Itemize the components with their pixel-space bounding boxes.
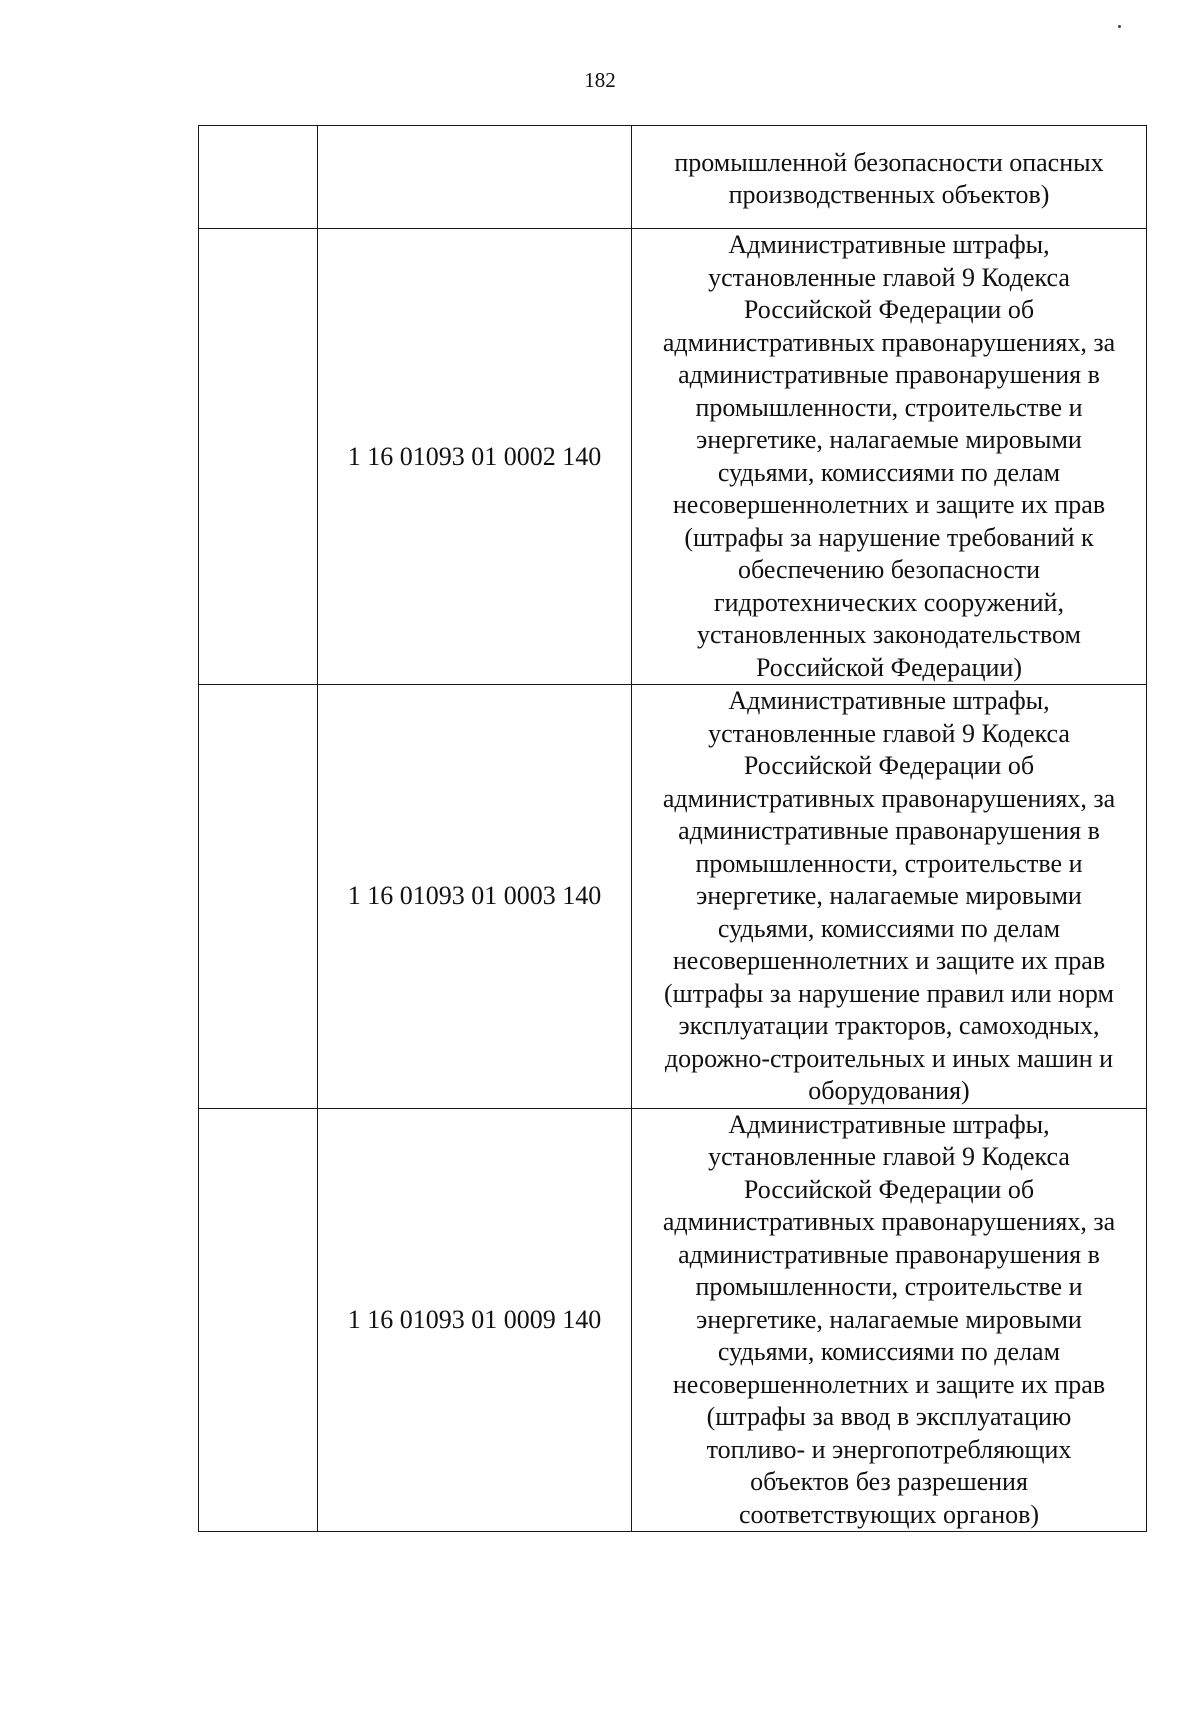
code-cell [318,126,632,229]
description-line: промышленности, строительстве и [695,1272,1083,1301]
description-line: Российской Федерации) [755,652,1023,682]
description-line: промышленной безопасности опасных [674,147,1104,177]
table-row [199,685,1147,1109]
description-line: несовершеннолетних и защите их прав [672,490,1106,519]
description-line: оборудования) [808,1076,970,1105]
code-cell: 1 16 01093 01 0002 140 [318,229,632,685]
code-cell: 1 16 01093 01 0009 140 [318,1108,632,1532]
description-line: (штрафы за ввод в эксплуатацию [706,1402,1072,1431]
description-cell [632,685,1147,1109]
description-line: административные правонарушения в [678,360,1100,389]
code-cell: 1 16 01093 01 0003 140 [318,685,632,1109]
description-line: дорожно-строительных и иных машин и [664,1043,1114,1073]
description-line: судьями, комиссиями по делам [717,1337,1061,1366]
description-line: (штрафы за нарушение требований к [684,522,1094,552]
description-line: Административные штрафы, [728,686,1050,715]
description-cell [632,229,1147,685]
description-line: установленные главой 9 Кодекса [708,1142,1070,1171]
table-row [199,126,1147,229]
description-line: эксплуатации тракторов, самоходных, [678,1011,1100,1040]
row-number-cell [199,685,318,1109]
description-line: Российской Федерации об [743,295,1035,324]
description-line: (штрафы за нарушение правил или норм [664,978,1114,1008]
row-number-cell [199,126,318,229]
description-line: энергетике, налагаемые мировыми [696,881,1082,910]
page-number: 182 [584,68,616,92]
table-row [199,229,1147,685]
description-line: установленные главой 9 Кодекса [708,262,1070,292]
description-line: судьями, комиссиями по делам [717,457,1061,487]
row-number-cell [199,229,318,685]
description-line: Административные штрафы, [728,230,1050,259]
description-line: Российской Федерации об [743,1174,1035,1204]
description-line: энергетике, налагаемые мировыми [696,1304,1082,1334]
description-line: гидротехнических сооружений, [714,587,1064,617]
description-line: судьями, комиссиями по делам [717,913,1061,943]
scan-artifact-dot [1118,25,1121,28]
description-line: объектов без разрешения [750,1467,1028,1496]
description-line: производственных объектов) [728,180,1050,209]
description-cell [632,1108,1147,1532]
description-line: несовершеннолетних и защите их прав [672,1369,1106,1399]
description-line: промышленности, строительстве и [695,392,1083,422]
description-line: несовершеннолетних и защите их прав [672,946,1106,975]
description-line: обеспечению безопасности [737,555,1041,584]
description-line: административных правонарушениях, за [662,327,1116,357]
row-number-cell [199,1108,318,1532]
description-line: Российской Федерации об [743,751,1035,780]
description-cell [632,126,1147,229]
description-line: энергетике, налагаемые мировыми [696,425,1082,454]
description-line: административных правонарушениях, за [662,783,1116,813]
description-line: топливо- и энергопотребляющих [706,1434,1072,1464]
budget-codes-table [198,125,1147,1532]
description-line: административные правонарушения в [678,816,1100,845]
description-line: установленные главой 9 Кодекса [708,718,1070,748]
description-line: административных правонарушениях, за [662,1207,1116,1236]
description-line: соответствующих органов) [738,1499,1040,1529]
description-line: Административные штрафы, [728,1109,1050,1139]
description-line: промышленности, строительстве и [695,848,1083,878]
description-line: административные правонарушения в [678,1239,1100,1269]
table-body [199,126,1147,1532]
table-row [199,1108,1147,1532]
description-line: установленных законодательством [697,620,1081,649]
